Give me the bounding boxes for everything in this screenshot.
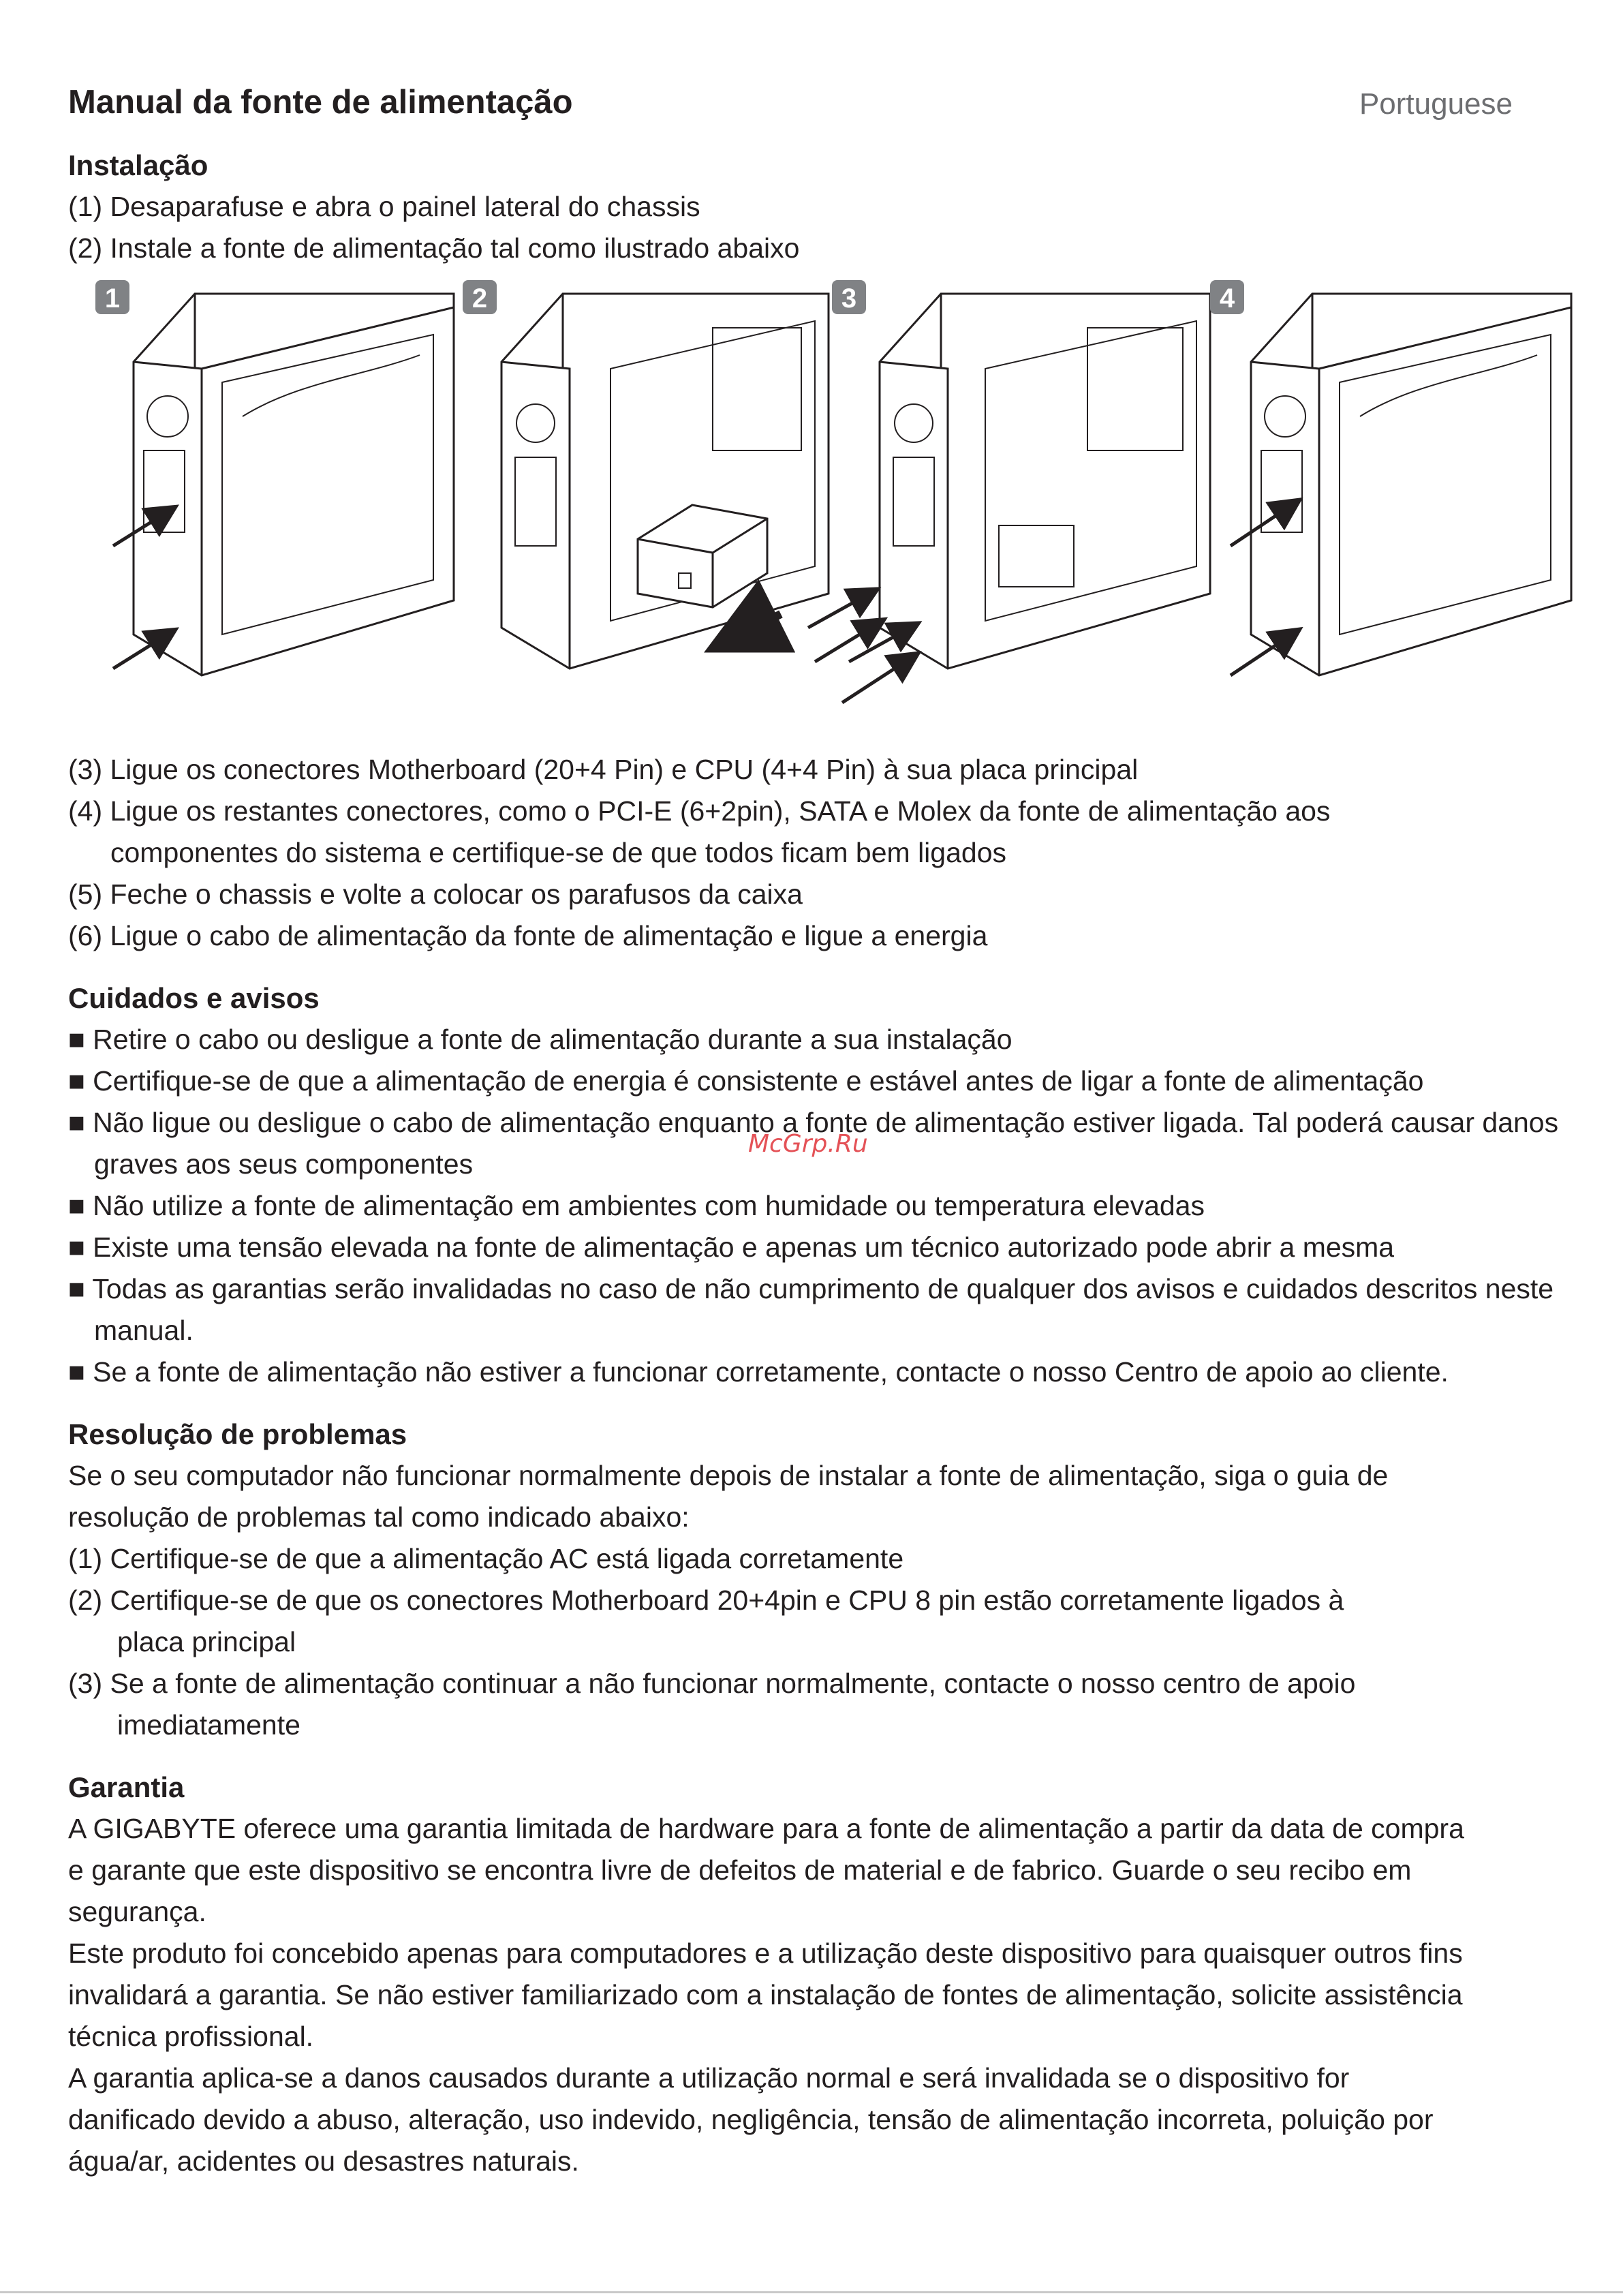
warranty-line: técnica profissional. [68,2021,314,2052]
warranty-heading: Garantia [68,1771,185,1803]
manual-content [68,144,1594,2182]
step-4-diagram [1210,280,1571,675]
installation-heading: Instalação [68,149,208,181]
troubleshooting-step-1: (1) Certifique-se de que a alimentação AC está ligada corretamente [68,1543,904,1574]
troubleshooting-step-2-cont: placa principal [117,1626,296,1657]
watermark: McGrp.Ru [748,1130,868,1158]
warranty-line: Este produto foi concebido apenas para computadores e a utilização deste dispositivo para quaisquer outros fins [68,1938,1463,1969]
warning-item: ■ Certifique-se de que a alimentação de energia é consistente e estável antes de ligar a fonte de alimentação [68,1065,1424,1097]
install-step-5: (5) Feche o chassis e volte a colocar os parafusos da caixa [68,878,803,910]
troubleshooting-heading: Resolução de problemas [68,1418,407,1450]
troubleshooting-intro: Se o seu computador não funcionar normalmente depois de instalar a fonte de alimentação, siga o guia de [68,1460,1389,1491]
install-step-2: (2) Instale a fonte de alimentação tal como ilustrado abaixo [68,232,800,264]
step-1-diagram [95,280,454,675]
warranty-line: e garante que este dispositivo se encontra livre de defeitos de material e de fabrico. Guarde o seu recibo em [68,1854,1412,1886]
warranty-line: segurança. [68,1896,206,1927]
footer-rule [0,2291,1623,2293]
warranty-line: A garantia aplica-se a danos causados durante a utilização normal e será invalidada se o dispositivo for [68,2062,1350,2094]
warning-item: ■ Não ligue ou desligue o cabo de alimentação enquanto a fonte de alimentação estiver ligada. Tal poderá causar danos graves aos seus componentes [68,1107,1559,1180]
troubleshooting-step-3: (3) Se a fonte de alimentação continuar a não funcionar normalmente, contacte o nosso centro de apoio [68,1668,1356,1699]
step-3-diagram [808,280,1210,703]
language-label: Portuguese [1359,87,1513,121]
warning-item: ■ Se a fonte de alimentação não estiver a funcionar corretamente, contacte o nosso Centro de apoio ao cliente. [68,1356,1449,1388]
install-step-4-cont: componentes do sistema e certifique-se de que todos ficam bem ligados [110,837,1007,868]
troubleshooting-step-3-cont: imediatamente [117,1709,300,1741]
step-number-2: 2 [472,284,488,313]
troubleshooting-step-2: (2) Certifique-se de que os conectores Motherboard 20+4pin e CPU 8 pin estão corretamente ligados à [68,1585,1344,1616]
install-step-3: (3) Ligue os conectores Motherboard (20+4 Pin) e CPU (4+4 Pin) à sua placa principal [68,754,1139,785]
step-number-3: 3 [841,284,857,313]
step-number-4: 4 [1219,284,1235,313]
step-number-1: 1 [104,284,121,313]
warnings-heading: Cuidados e avisos [68,982,320,1014]
installation-illustration [93,280,1578,730]
troubleshooting-intro-cont: resolução de problemas tal como indicado abaixo: [68,1501,690,1533]
install-step-4: (4) Ligue os restantes conectores, como o PCI-E (6+2pin), SATA e Molex da fonte de alimentação aos [68,795,1331,827]
step-2-diagram [463,280,829,669]
warning-item: ■ Existe uma tensão elevada na fonte de alimentação e apenas um técnico autorizado pode abrir a mesma [68,1231,1395,1263]
warranty-line: água/ar, acidentes ou desastres naturais. [68,2145,579,2177]
installation-diagram [93,280,1578,730]
warranty-line: A GIGABYTE oferece uma garantia limitada de hardware para a fonte de alimentação a partir da data de compra [68,1813,1464,1844]
page-title: Manual da fonte de alimentação [68,84,573,121]
warning-item: ■ Não utilize a fonte de alimentação em ambientes com humidade ou temperatura elevadas [68,1190,1205,1221]
install-step-1: (1) Desaparafuse e abra o painel lateral do chassis [68,191,700,222]
install-step-6: (6) Ligue o cabo de alimentação da fonte de alimentação e ligue a energia [68,920,988,951]
warranty-line: danificado devido a abuso, alteração, uso indevido, negligência, tensão de alimentação incorreta, poluição por [68,2104,1434,2135]
warranty-line: invalidará a garantia. Se não estiver familiarizado com a instalação de fontes de alimentação, solicite assistência [68,1979,1463,2010]
warning-item: ■ Retire o cabo ou desligue a fonte de alimentação durante a sua instalação [68,1024,1013,1055]
warning-item: ■ Todas as garantias serão invalidadas no caso de não cumprimento de qualquer dos avisos e cuidados descritos neste manual. [68,1273,1554,1346]
